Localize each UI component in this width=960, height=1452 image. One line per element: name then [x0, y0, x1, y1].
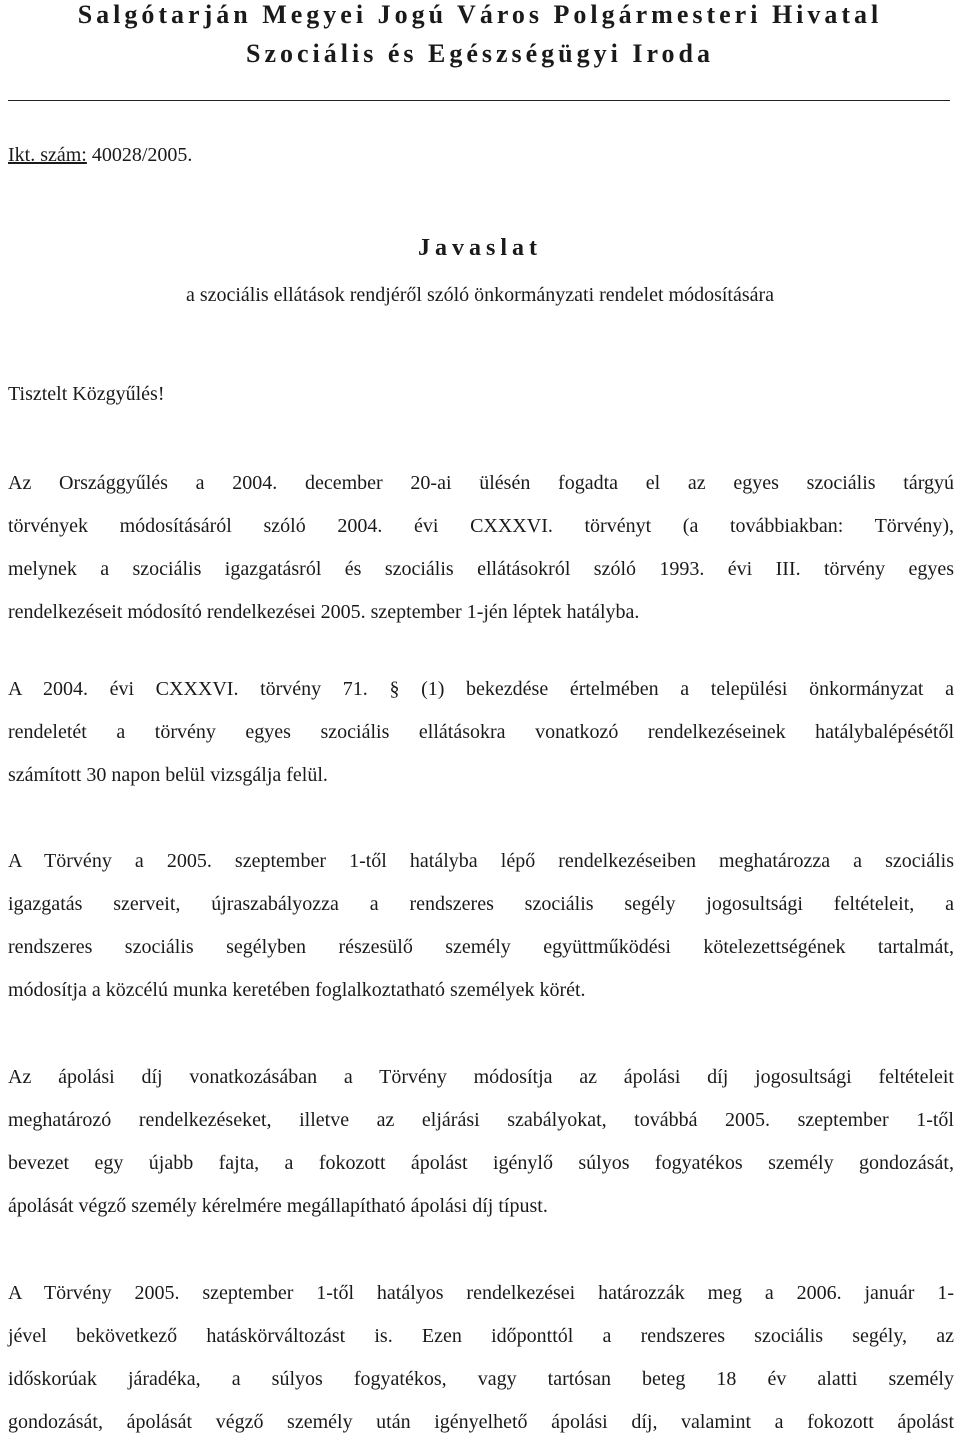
paragraph-line: számított 30 napon belül vizsgálja felül. — [8, 764, 328, 786]
paragraph-line: időskorúak járadéka, a súlyos fogyatékos, vagy tartósan beteg 18 év alatti személy — [8, 1368, 954, 1390]
header-rule — [8, 100, 950, 101]
paragraph-line: rendelkezéseit módosító rendelkezései 2005. szeptember 1-jén léptek hatályba. — [8, 601, 640, 623]
office-name-heading: Salgótarján Megyei Jogú Város Polgármesteri Hivatal — [77, 0, 883, 29]
paragraph-1 — [8, 470, 954, 642]
paragraph-line: jével bekövetkező hatáskörváltozást is. Ezen időponttól a rendszeres szociális segély, az — [8, 1325, 954, 1347]
paragraph-line: törvények módosításáról szóló 2004. évi CXXXVI. törvényt (a továbbiakban: Törvény), — [8, 515, 954, 537]
paragraph-line: meghatározó rendelkezéseket, illetve az eljárási szabályokat, továbbá 2005. szeptember 1-től — [8, 1109, 954, 1131]
paragraph-line: Az Országgyűlés a 2004. december 20-ai ülésén fogadta el az egyes szociális tárgyú — [8, 472, 954, 494]
paragraph-line: A Törvény a 2005. szeptember 1-től hatályba lépő rendelkezéseiben meghatározza a szociális — [8, 850, 954, 872]
document-subtitle: a szociális ellátások rendjéről szóló önkormányzati rendelet módosítására — [185, 284, 775, 306]
paragraph-2 — [8, 676, 954, 805]
registry-number-value: 40028/2005. — [86, 144, 193, 166]
document-title: Javaslat — [418, 235, 542, 261]
paragraph-line: melynek a szociális igazgatásról és szociális ellátásokról szóló 1993. évi III. törvény egyes — [8, 558, 954, 580]
paragraph-line: rendeletét a törvény egyes szociális ellátásokra vonatkozó rendelkezéseinek hatálybalépésétől — [8, 721, 954, 743]
paragraph-5 — [8, 1280, 954, 1452]
paragraph-line: bevezet egy újabb fajta, a fokozott ápolást igénylő súlyos fogyatékos személy gondozását, — [8, 1152, 954, 1174]
registry-number-label: Ikt. szám: — [8, 144, 87, 166]
paragraph-line: A 2004. évi CXXXVI. törvény 71. § (1) bekezdése értelmében a települési önkormányzat a — [8, 678, 954, 700]
paragraph-line: A Törvény 2005. szeptember 1-től hatályos rendelkezései határozzák meg a 2006. január 1- — [8, 1282, 954, 1304]
registry-number — [8, 144, 192, 167]
paragraph-line: rendszeres szociális segélyben részesülő személy együttműködési kötelezettségének tartalmát, — [8, 936, 954, 958]
paragraph-line: ápolását végző személy kérelmére megállapítható ápolási díj típust. — [8, 1195, 548, 1217]
paragraph-line: Az ápolási díj vonatkozásában a Törvény módosítja az ápolási díj jogosultsági feltételeit — [8, 1066, 954, 1088]
salutation: Tisztelt Közgyűlés! — [8, 383, 165, 405]
paragraph-line: igazgatás szerveit, újraszabályozza a rendszeres szociális segély jogosultsági feltételeit, a — [8, 893, 954, 915]
paragraph-line: gondozását, ápolását végző személy után igényelhető ápolási díj, valamint a fokozott ápolást — [8, 1411, 954, 1433]
paragraph-line: módosítja a közcélú munka keretében foglalkoztatható személyek körét. — [8, 979, 586, 1001]
paragraph-3 — [8, 848, 954, 1020]
paragraph-4 — [8, 1064, 954, 1236]
department-name-heading: Szociális és Egészségügyi Iroda — [245, 39, 715, 68]
